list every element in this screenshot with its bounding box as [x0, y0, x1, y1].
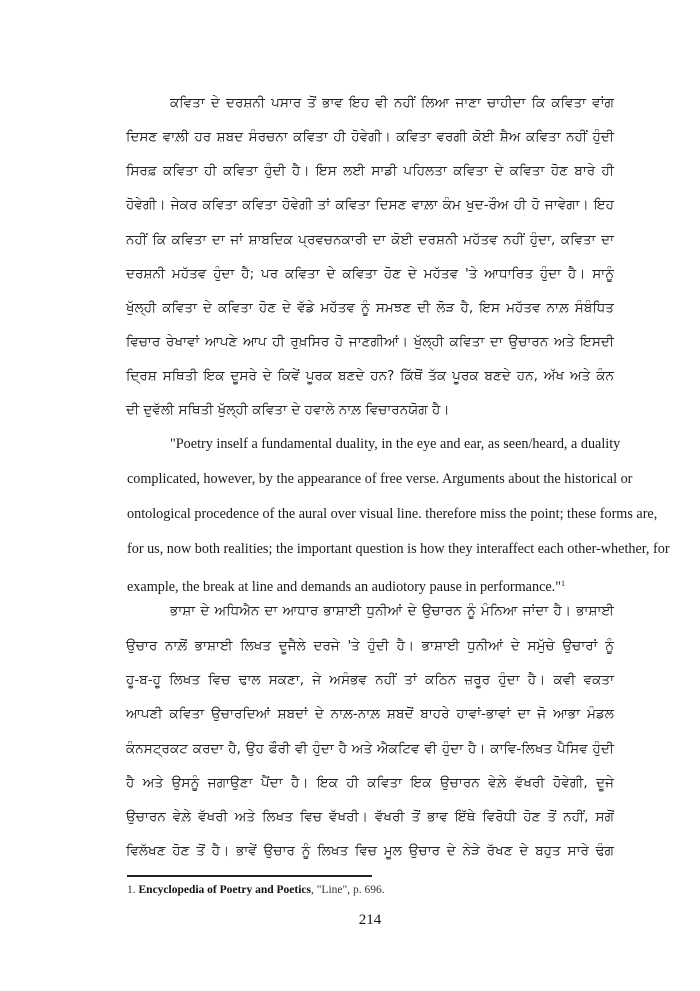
- quote-line: "Poetry inself a fundamental duality, in the eye and ear, as seen/heard, a duality: [170, 436, 621, 452]
- text-line: ਦ੍ਰਿਸ਼ ਸਥਿਤੀ ਇਕ ਦੂਸਰੇ ਦੇ ਕਿਵੇਂ ਪੂਰਕ ਬਣਦੇ ਹਨ? ਕਿੱਥੋਂ ਤੱਕ ਪੂਰਕ ਬਣਦੇ ਹਨ, ਅੱਖ ਅਤੇ ਕੰਨ: [126, 368, 614, 384]
- footnote-number: 1.: [127, 884, 136, 896]
- text-line: ਵਿਚਾਰ ਰੇਖਾਵਾਂ ਆਪਣੇ ਆਪ ਹੀ ਰੁਖ਼ਸਿਰ ਹੋ ਜਾਣਗੀਆਂ। ਖੁੱਲ੍ਹੀ ਕਵਿਤਾ ਦਾ ਉਚਾਰਨ ਅਤੇ ਇਸਦੀ: [126, 334, 614, 350]
- quote-line: complicated, however, by the appearance of free verse. Arguments about the historical or: [127, 471, 633, 487]
- text-line: ਹੈ ਅਤੇ ਉਸਨੂੰ ਜਗਾਉਣਾ ਪੈਂਦਾ ਹੈ। ਇਕ ਹੀ ਕਵਿਤਾ ਇਕ ਉਚਾਰਨ ਵੇਲ਼ੇ ਵੱਖਰੀ ਹੋਵੇਗੀ, ਦੂਜੇ: [126, 775, 614, 791]
- text-line: ਵਿਲੱਖਣ ਹੋਣ ਤੋਂ ਹੈ। ਭਾਵੇਂ ਉਚਾਰ ਨੂੰ ਲਿਖਤ ਵਿਚ ਮੂਲ ਉਚਾਰ ਦੇ ਨੇੜੇ ਰੱਖਣ ਦੇ ਬਹੁਤ ਸਾਰੇ ਢੰਗ: [126, 843, 614, 859]
- text-line: ਹੂ-ਬ-ਹੂ ਲਿਖਤ ਵਿਚ ਢਾਲ ਸਕਣਾ, ਜੇ ਅਸੰਭਵ ਨਹੀਂ ਤਾਂ ਕਠਿਨ ਜ਼ਰੂਰ ਹੁੰਦਾ ਹੈ। ਕਵੀ ਵਕਤਾ: [126, 672, 614, 688]
- text-line: ਭਾਸ਼ਾ ਦੇ ਅਧਿਐਨ ਦਾ ਆਧਾਰ ਭਾਸ਼ਾਈ ਧੁਨੀਆਂ ਦੇ ਉਚਾਰਨ ਨੂੰ ਮੰਨਿਆ ਜਾਂਦਾ ਹੈ। ਭਾਸ਼ਾਈ: [170, 603, 614, 619]
- text-line: ਆਪਣੀ ਕਵਿਤਾ ਉਚਾਰਦਿਆਂ ਸ਼ਬਦਾਂ ਦੇ ਨਾਲ਼-ਨਾਲ਼ ਸ਼ਬਦੋਂ ਬਾਹਰੇ ਹਾਵਾਂ-ਭਾਵਾਂ ਦਾ ਜੋ ਆਭਾ ਮੰਡਲ: [126, 706, 614, 722]
- text-line: ਸਿਰਫ਼ ਕਵਿਤਾ ਹੀ ਕਵਿਤਾ ਹੁੰਦੀ ਹੈ। ਇਸ ਲਈ ਸਾਡੀ ਪਹਿਲਤਾ ਕਵਿਤਾ ਦੇ ਕਵਿਤਾ ਹੋਣ ਬਾਰੇ ਹੀ: [126, 163, 614, 179]
- quote-line-text: example, the break at line and demands an audiotory pause in performance.": [127, 579, 562, 595]
- quote-line: [127, 575, 614, 596]
- page-number: 214: [358, 912, 382, 928]
- text-line: ਦਰਸ਼ਨੀ ਮਹੱਤਵ ਹੁੰਦਾ ਹੈ; ਪਰ ਕਵਿਤਾ ਦੇ ਕਵਿਤਾ ਹੋਣ ਦੇ ਮਹੱਤਵ 'ਤੇ ਆਧਾਰਿਤ ਹੁੰਦਾ ਹੈ। ਸਾਨੂੰ: [126, 266, 614, 282]
- footnote: [127, 884, 385, 896]
- footnote-separator: [127, 875, 372, 877]
- text-line: ਦੀ ਦੁਵੱਲੀ ਸਥਿਤੀ ਖੁੱਲ੍ਹੀ ਕਵਿਤਾ ਦੇ ਹਵਾਲੇ ਨਾਲ਼ ਵਿਚਾਰਨਯੋਗ ਹੈ।: [126, 402, 450, 418]
- text-line: ਕੰਨਸਟ੍ਰਕਟ ਕਰਦਾ ਹੈ, ਉਹ ਫੌਰੀ ਵੀ ਹੁੰਦਾ ਹੈ ਅਤੇ ਐਕਟਿਵ ਵੀ ਹੁੰਦਾ ਹੈ। ਕਾਵਿ-ਲਿਖਤ ਪੈਸਿਵ ਹੁੰਦੀ: [126, 741, 614, 757]
- quote-line: for us, now both realities; the important question is how they interaffect each other-whether, for: [127, 541, 670, 557]
- quote-line: ontological procedence of the aural over visual line. therefore miss the point; these forms are,: [127, 506, 658, 522]
- footnote-reference[interactable]: 1: [561, 579, 566, 588]
- text-line: ਨਹੀਂ ਕਿ ਕਵਿਤਾ ਦਾ ਜਾਂ ਸ਼ਾਬਦਿਕ ਪ੍ਰਵਚਨਕਾਰੀ ਦਾ ਕੋਈ ਦਰਸ਼ਨੀ ਮਹੱਤਵ ਨਹੀਂ ਹੁੰਦਾ, ਕਵਿਤਾ ਦਾ: [126, 232, 614, 248]
- text-line: ਕਵਿਤਾ ਦੇ ਦਰਸ਼ਨੀ ਪਸਾਰ ਤੋਂ ਭਾਵ ਇਹ ਵੀ ਨਹੀਂ ਲਿਆ ਜਾਣਾ ਚਾਹੀਦਾ ਕਿ ਕਵਿਤਾ ਵਾਂਗ: [170, 95, 614, 111]
- text-line: ਖੁੱਲ੍ਹੀ ਕਵਿਤਾ ਦੇ ਕਵਿਤਾ ਹੋਣ ਦੇ ਵੱਡੇ ਮਹੱਤਵ ਨੂੰ ਸਮਝਣ ਦੀ ਲੋੜ ਹੈ, ਇਸ ਮਹੱਤਵ ਨਾਲ਼ ਸੰਬੰਧਿਤ: [126, 300, 614, 316]
- text-line: ਉਚਾਰਨ ਵੇਲ਼ੇ ਵੱਖਰੀ ਅਤੇ ਲਿਖਤ ਵਿਚ ਵੱਖਰੀ। ਵੱਖਰੀ ਤੋਂ ਭਾਵ ਇੱਥੇ ਵਿਰੋਧੀ ਹੋਣ ਤੋਂ ਨਹੀਂ, ਸਗੋਂ: [126, 809, 614, 825]
- text-line: ਉਚਾਰ ਨਾਲ਼ੋਂ ਭਾਸ਼ਾਈ ਲਿਖਤ ਦੂਜੈਲੇ ਦਰਜੇ 'ਤੇ ਹੁੰਦੀ ਹੈ। ਭਾਸ਼ਾਈ ਧੁਨੀਆਂ ਦੇ ਸਮੁੱਚੇ ਉਚਾਰਾਂ ਨੂੰ: [126, 638, 614, 654]
- text-line: ਦਿਸਣ ਵਾਲ਼ੀ ਹਰ ਸ਼ਬਦ ਸੰਰਚਨਾ ਕਵਿਤਾ ਹੀ ਹੋਵੇਗੀ। ਕਵਿਤਾ ਵਰਗੀ ਕੋਈ ਸ਼ੈਅ ਕਵਿਤਾ ਨਹੀਂ ਹੁੰਦੀ: [126, 129, 614, 145]
- footnote-source-title: Encyclopedia of Poetry and Poetics: [138, 884, 311, 896]
- text-line: ਹੋਵੇਗੀ। ਜੇਕਰ ਕਵਿਤਾ ਕਵਿਤਾ ਹੋਵੇਗੀ ਤਾਂ ਕਵਿਤਾ ਦਿਸਣ ਵਾਲ਼ਾ ਕੰਮ ਖੁਦ-ਰੌਅ ਹੀ ਹੋ ਜਾਵੇਗਾ। ਇਹ: [126, 197, 614, 213]
- footnote-citation: , "Line", p. 696.: [310, 884, 385, 896]
